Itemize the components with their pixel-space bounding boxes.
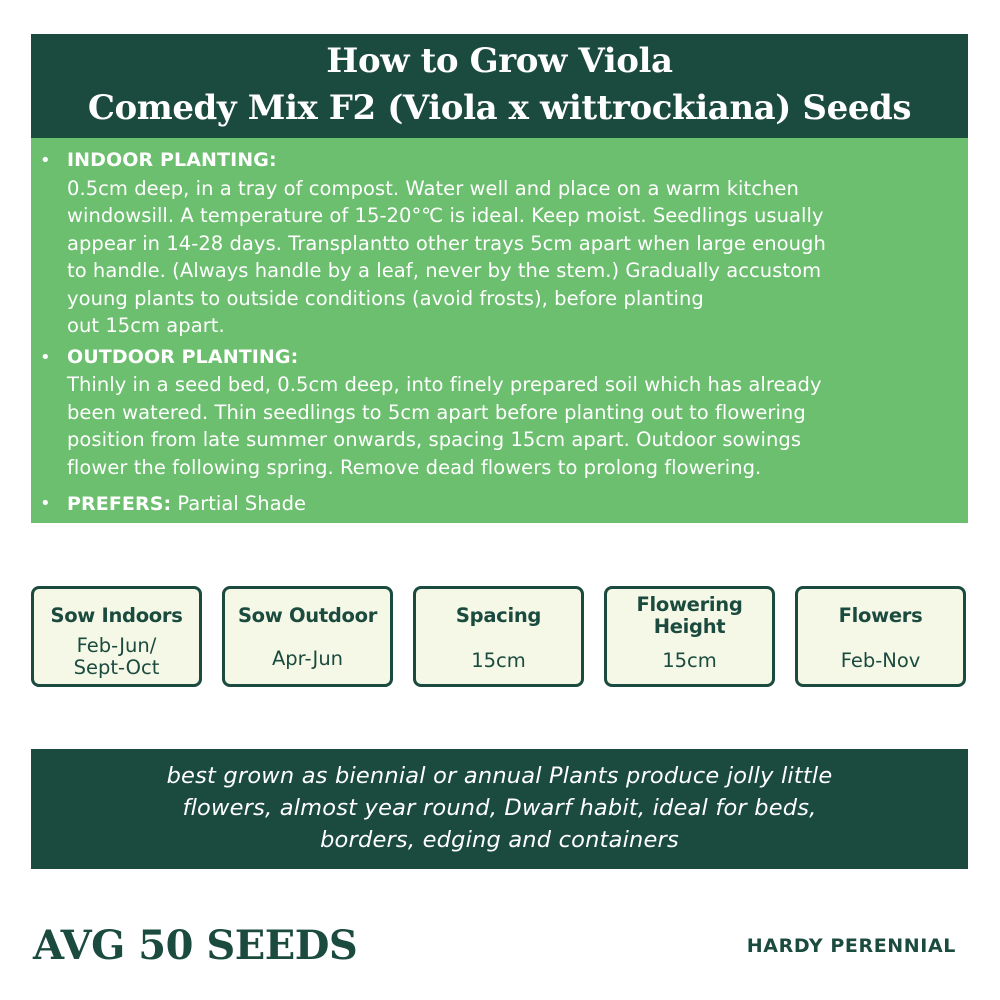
outdoor-line: position from late summer onwards, spacing 15cm apart. Outdoor sowings bbox=[67, 428, 802, 451]
spacing-box bbox=[413, 586, 584, 687]
indoor-line: windowsill. A temperature of 15-20°℃ is ideal. Keep moist. Seedlings usually bbox=[67, 204, 824, 227]
indoor-line: 0.5cm deep, in a tray of compost. Water well and place on a warm kitchen bbox=[67, 176, 799, 200]
flowering-height-label bbox=[607, 594, 772, 638]
bullet-icon: • bbox=[40, 493, 51, 514]
outdoor-planting-heading: OUTDOOR PLANTING: bbox=[67, 345, 299, 368]
tagline-banner bbox=[31, 749, 968, 869]
sow-indoors-value-line: Feb-Jun/ bbox=[76, 634, 157, 657]
prefers-value: Partial Shade bbox=[171, 492, 306, 515]
spacing-value: 15cm bbox=[471, 649, 526, 672]
title-banner bbox=[31, 34, 968, 138]
tagline-line-3: borders, edging and containers bbox=[320, 827, 679, 853]
prefers-heading: PREFERS: bbox=[67, 493, 172, 515]
seed-count: AVG 50 SEEDS bbox=[33, 922, 358, 969]
instructions-panel bbox=[31, 138, 968, 523]
indoor-line: out 15cm apart. bbox=[67, 314, 225, 337]
sow-indoors-value-line: Sept-Oct bbox=[73, 656, 160, 679]
prefers-item bbox=[40, 490, 942, 519]
flowers-value: Feb-Nov bbox=[840, 649, 921, 672]
flowering-height-box bbox=[604, 586, 775, 687]
outdoor-line: flower the following spring. Remove dead flowers to prolong flowering. bbox=[67, 455, 762, 479]
flowering-height-label-line: Flowering bbox=[636, 593, 743, 616]
spacing-label: Spacing bbox=[455, 604, 542, 627]
sow-indoors-label: Sow Indoors bbox=[50, 604, 183, 627]
outdoor-planting-item bbox=[40, 344, 942, 482]
sow-outdoor-label: Sow Outdoor bbox=[237, 604, 378, 627]
plant-category: HARDY PERENNIAL bbox=[746, 935, 956, 957]
tagline-line-2: flowers, almost year round, Dwarf habit, ideal for beds, bbox=[182, 795, 817, 821]
outdoor-planting-text bbox=[67, 371, 942, 481]
flowers-box bbox=[795, 586, 966, 687]
bullet-icon: • bbox=[40, 346, 51, 368]
indoor-planting-text bbox=[67, 175, 942, 340]
sow-indoors-box bbox=[31, 586, 202, 687]
outdoor-line: Thinly in a seed bed, 0.5cm deep, into finely prepared soil which has already bbox=[67, 373, 822, 396]
flowering-height-label-line: Height bbox=[653, 615, 726, 638]
indoor-line: to handle. (Always handle by a leaf, never by the stem.) Gradually accustom bbox=[67, 259, 822, 282]
sow-outdoor-box bbox=[222, 586, 393, 687]
outdoor-line: been watered. Thin seedlings to 5cm apart before planting out to flowering bbox=[67, 400, 806, 424]
indoor-planting-item bbox=[40, 147, 942, 340]
bullet-icon: • bbox=[40, 150, 51, 171]
title-line-1: How to Grow Viola bbox=[326, 41, 673, 81]
sow-outdoor-value: Apr-Jun bbox=[271, 647, 344, 670]
title-line-2: Comedy Mix F2 (Viola x wittrockiana) Seeds bbox=[87, 88, 912, 128]
indoor-line: appear in 14-28 days. Transplantto other trays 5cm apart when large enough bbox=[67, 231, 826, 255]
indoor-planting-heading: INDOOR PLANTING: bbox=[67, 149, 277, 171]
sow-indoors-value bbox=[34, 635, 199, 679]
flowering-height-value: 15cm bbox=[662, 649, 717, 672]
indoor-line: young plants to outside conditions (avoid frosts), before planting bbox=[67, 286, 704, 310]
flowers-label: Flowers bbox=[838, 604, 923, 627]
tagline-line-1: best grown as biennial or annual Plants produce jolly little bbox=[166, 763, 833, 789]
